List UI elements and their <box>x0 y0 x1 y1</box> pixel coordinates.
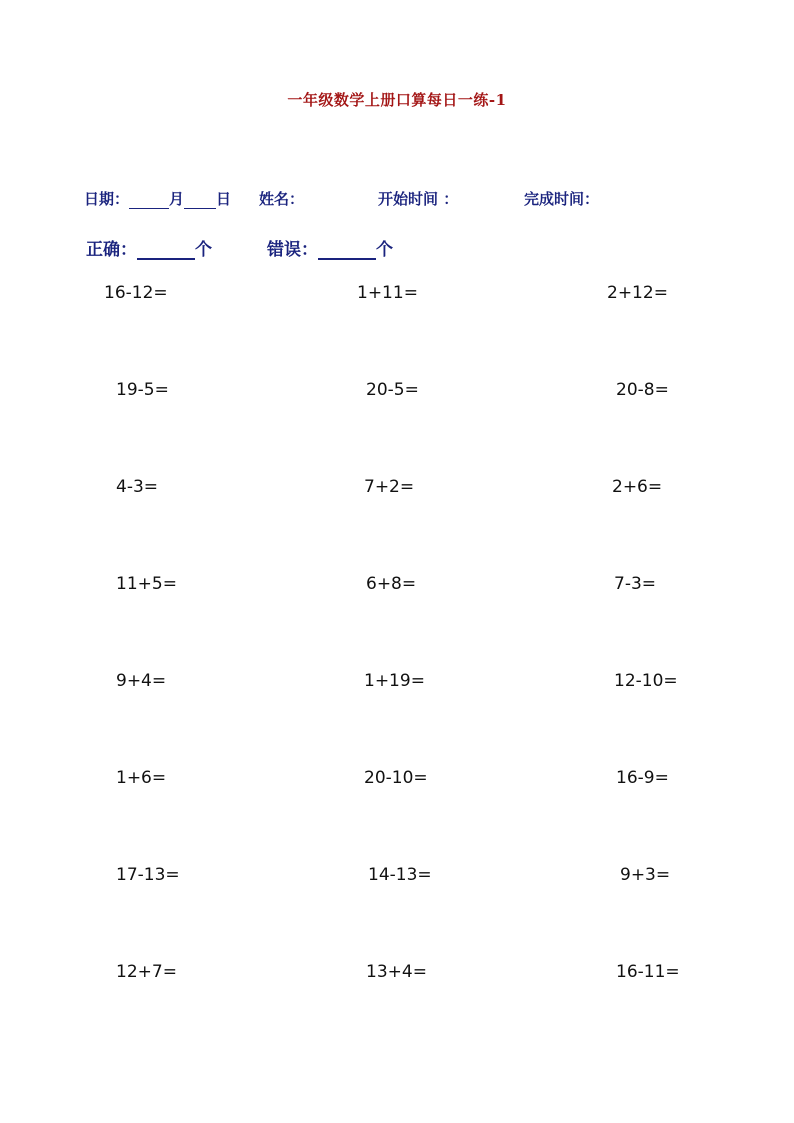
problem: 1+19= <box>364 671 425 691</box>
date-field <box>84 188 231 209</box>
correct-label: 正确： <box>86 240 137 260</box>
problem: 4-3= <box>116 477 159 497</box>
problem: 1+6= <box>116 768 167 788</box>
problem: 19-5= <box>116 380 169 400</box>
problem: 6+8= <box>366 574 417 594</box>
problem: 20-8= <box>616 380 669 400</box>
problem: 2+6= <box>612 477 663 497</box>
wrong-count-field <box>267 235 393 260</box>
problem: 7-3= <box>614 574 657 594</box>
problem: 17-13= <box>116 865 180 885</box>
problem: 16-11= <box>616 962 680 982</box>
page-title: 一年级数学上册口算每日一练-1 <box>287 91 507 109</box>
problem: 20-5= <box>366 380 419 400</box>
problem: 14-13= <box>368 865 432 885</box>
problem: 12-10= <box>614 671 678 691</box>
finish-time-label: 完成时间： <box>524 190 600 208</box>
month-label: 月 <box>169 190 185 208</box>
problem: 1+11= <box>357 283 418 303</box>
date-label: 日期： <box>84 190 130 208</box>
correct-unit: 个 <box>195 240 212 260</box>
day-blank[interactable] <box>184 192 216 209</box>
problem: 9+3= <box>620 865 671 885</box>
problem: 7+2= <box>364 477 415 497</box>
problem: 11+5= <box>116 574 177 594</box>
start-time-label: 开始时间 ： <box>378 190 459 208</box>
problem: 16-12= <box>104 283 168 303</box>
wrong-label: 错误： <box>267 240 318 260</box>
month-blank[interactable] <box>129 192 169 209</box>
problem: 9+4= <box>116 671 167 691</box>
correct-count-field <box>86 235 212 260</box>
problem: 13+4= <box>366 962 427 982</box>
correct-blank[interactable] <box>137 240 195 260</box>
name-label: 姓名： <box>259 190 305 208</box>
problem: 20-10= <box>364 768 428 788</box>
wrong-unit: 个 <box>376 240 393 260</box>
wrong-blank[interactable] <box>318 240 376 260</box>
problem: 12+7= <box>116 962 177 982</box>
problem: 2+12= <box>607 283 668 303</box>
problem: 16-9= <box>616 768 669 788</box>
day-label: 日 <box>216 190 232 208</box>
